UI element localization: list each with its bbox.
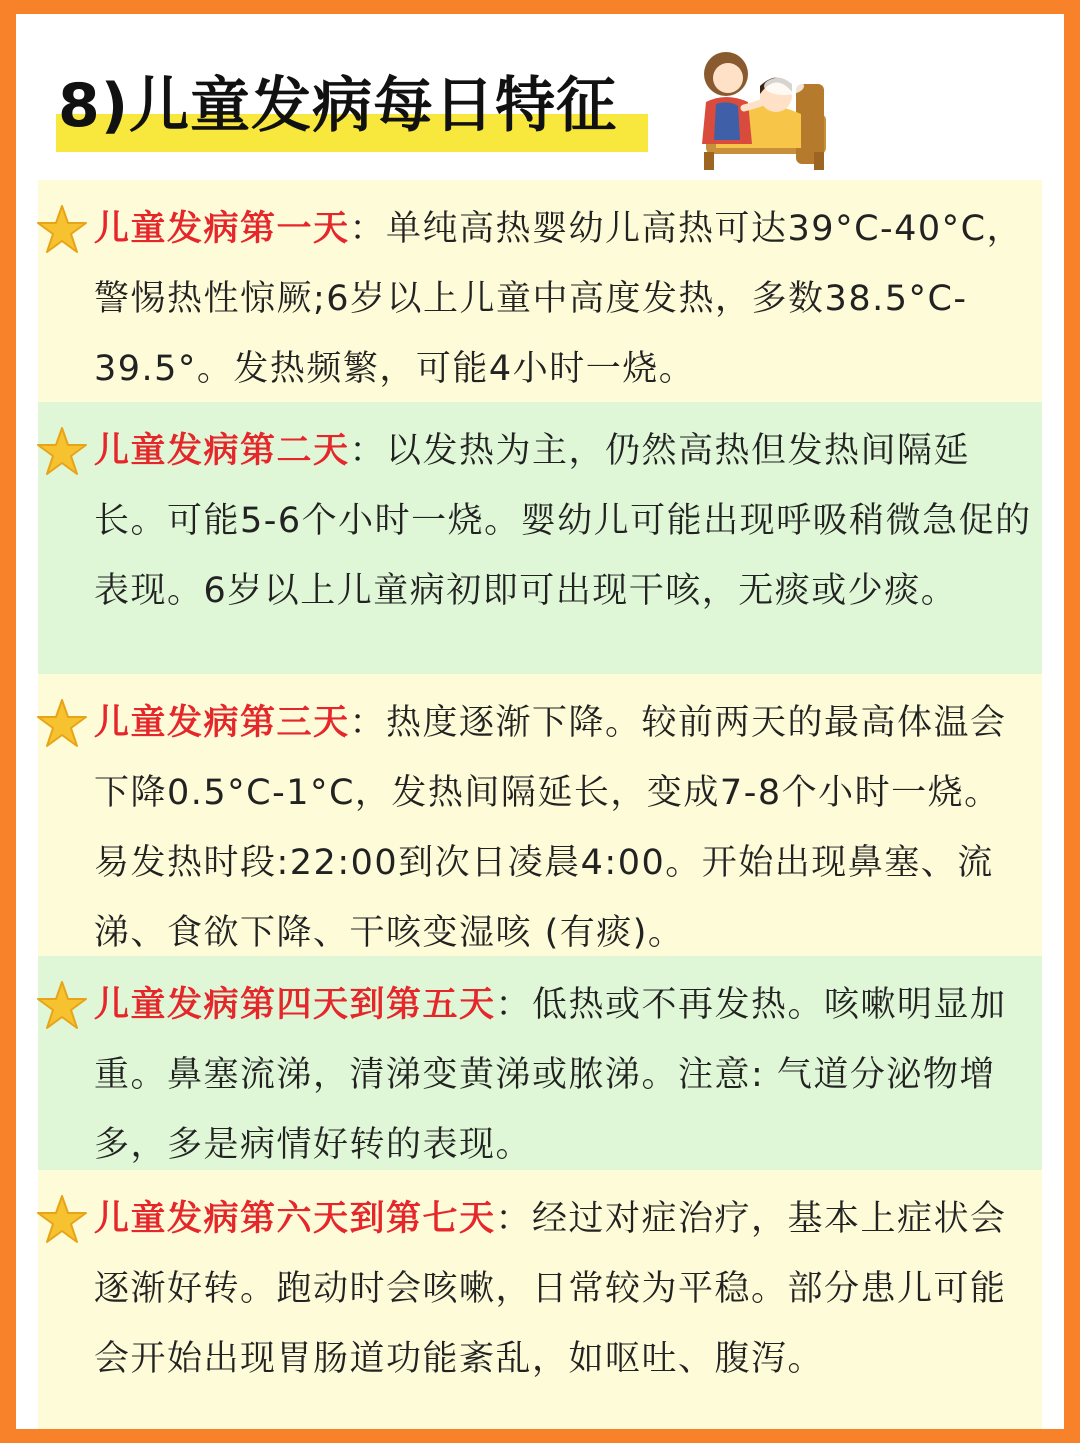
title-block — [56, 58, 617, 158]
section-text — [94, 416, 1034, 626]
day-2-section — [38, 402, 1042, 674]
star-icon — [34, 696, 90, 752]
star-icon — [34, 202, 90, 258]
section-body: 热度逐渐下降。较前两天的最高体温会下降0.5°C-1°C，发热间隔延长，变成7-8个小时一烧。易发热时段:22:00到次日凌晨4:00。开始出现鼻塞、流涕、食欲下降、干咳变湿咳 (有痰)。 — [94, 703, 1007, 953]
section-text — [94, 970, 1034, 1180]
star-icon — [34, 424, 90, 480]
heading-colon: ： — [349, 431, 387, 471]
section-text — [94, 688, 1034, 968]
star-icon — [34, 1192, 90, 1248]
section-heading: 儿童发病第四天到第五天 — [94, 985, 496, 1025]
section-heading: 儿童发病第二天 — [94, 431, 350, 471]
section-body: 低热或不再发热。咳嗽明显加重。鼻塞流涕，清涕变黄涕或脓涕。注意: 气道分泌物增多，多是病情好转的表现。 — [94, 985, 1007, 1165]
section-body: 单纯高热婴幼儿高热可达39°C-40°C，警惕热性惊厥;6岁以上儿童中高度发热，多数38.5°C-39.5°。发热频繁，可能4小时一烧。 — [94, 209, 1024, 389]
day-1-section — [38, 180, 1042, 402]
heading-colon: ： — [495, 985, 533, 1025]
section-body: 经过对症治疗，基本上症状会逐渐好转。跑动时会咳嗽，日常较为平稳。部分患儿可能会开始出现胃肠道功能紊乱，如呕吐、腹泻。 — [94, 1199, 1007, 1379]
day-4-5-section — [38, 956, 1042, 1170]
section-text — [94, 1184, 1034, 1394]
section-text — [94, 194, 1034, 404]
star-icon — [34, 978, 90, 1034]
heading-colon: ： — [349, 703, 387, 743]
mother-child-bed-illustration — [676, 44, 836, 174]
heading-colon: ： — [495, 1199, 533, 1239]
section-heading: 儿童发病第一天 — [94, 209, 350, 249]
day-3-section — [38, 674, 1042, 956]
section-heading: 儿童发病第六天到第七天 — [94, 1199, 496, 1239]
page-title: 8)儿童发病每日特征 — [58, 71, 618, 141]
section-body: 以发热为主，仍然高热但发热间隔延长。可能5-6个小时一烧。婴幼儿可能出现呼吸稍微急促的表现。6岁以上儿童病初即可出现干咳，无痰或少痰。 — [94, 431, 1032, 611]
day-6-7-section — [38, 1170, 1042, 1429]
content-card — [16, 14, 1064, 1429]
heading-colon: ： — [349, 209, 387, 249]
section-heading: 儿童发病第三天 — [94, 703, 350, 743]
